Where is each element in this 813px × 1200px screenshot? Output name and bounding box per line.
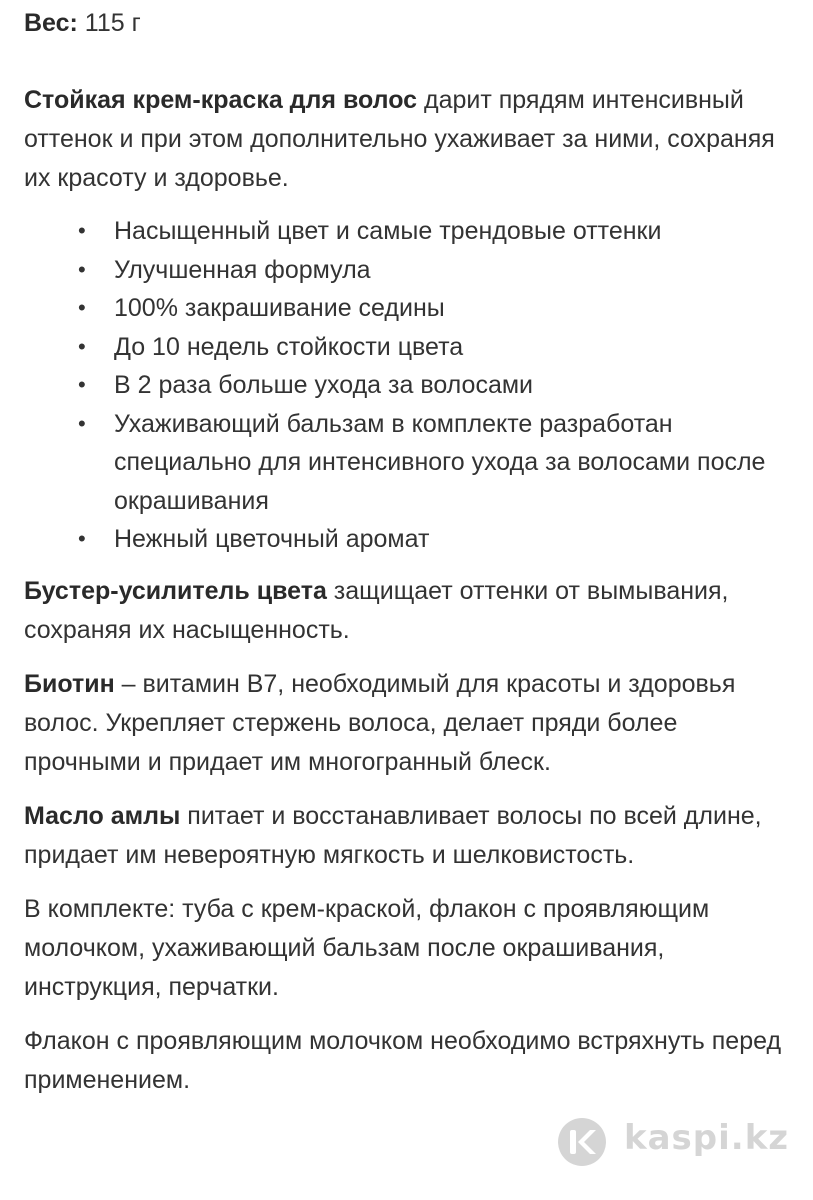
features-list <box>24 212 794 559</box>
bullet-icon: • <box>78 372 86 397</box>
list-item: • Нежный цветочный аромат <box>24 520 794 559</box>
kit-paragraph: В комплекте: туба с крем-краской, флакон с проявляющим молочком, ухаживающий бальзам после окрашивания, инструкция, перчатки. <box>24 894 710 1001</box>
list-item: • В 2 раза больше ухода за волосами <box>24 366 794 405</box>
product-description <box>24 4 794 1114</box>
booster-bold: Бустер-усилитель цвета <box>24 576 327 605</box>
list-item: • До 10 недель стойкости цвета <box>24 328 794 367</box>
list-item: • Насыщенный цвет и самые трендовые оттенки <box>24 212 794 251</box>
amla-bold: Масло амлы <box>24 801 181 830</box>
bullet-icon: • <box>78 410 86 436</box>
shake-paragraph: Флакон с проявляющим молочком необходимо встряхнуть перед применением. <box>24 1026 782 1094</box>
kaspi-watermark <box>556 1112 796 1168</box>
weight-label: Вес: <box>24 9 78 37</box>
amla-text: питает и восстанавливает волосы по всей длине, придает им невероятную мягкость и шелковистость. <box>24 801 762 869</box>
weight-value: 115 г <box>77 9 141 37</box>
bullet-icon: • <box>78 333 86 359</box>
bullet-icon: • <box>78 256 86 282</box>
booster-text: защищает оттенки от вымывания, сохраняя их насыщенность. <box>24 576 729 644</box>
intro-bold: Стойкая крем-краска для волос <box>24 86 418 114</box>
list-item: • 100% закрашивание седины <box>24 289 794 328</box>
biotin-bold: Биотин <box>24 669 115 698</box>
bullet-icon: • <box>78 526 86 551</box>
list-item: • Улучшенная формула <box>24 251 794 290</box>
biotin-paragraph <box>24 665 794 782</box>
intro-paragraph <box>24 81 794 198</box>
list-item: • Ухаживающий бальзам в комплекте разработан специально для интенсивного ухода за волосами после окрашивания <box>24 405 794 521</box>
intro-text: дарит прядям интенсивный оттенок и при этом дополнительно ухаживает за ними, сохраняя их красоту и здоровье. <box>24 86 775 192</box>
booster-paragraph <box>24 572 794 650</box>
kaspi-logo-icon <box>556 1116 608 1168</box>
weight-line <box>24 4 794 43</box>
amla-paragraph <box>24 797 794 875</box>
bullet-icon: • <box>78 218 86 243</box>
biotin-text: – витамин В7, необходимый для красоты и здоровья волос. Укрепляет стержень волоса, делает пряди более прочными и придает им многогранный блеск. <box>24 669 736 776</box>
bullet-icon: • <box>78 295 86 320</box>
watermark-text: kaspi.kz <box>624 1118 790 1158</box>
